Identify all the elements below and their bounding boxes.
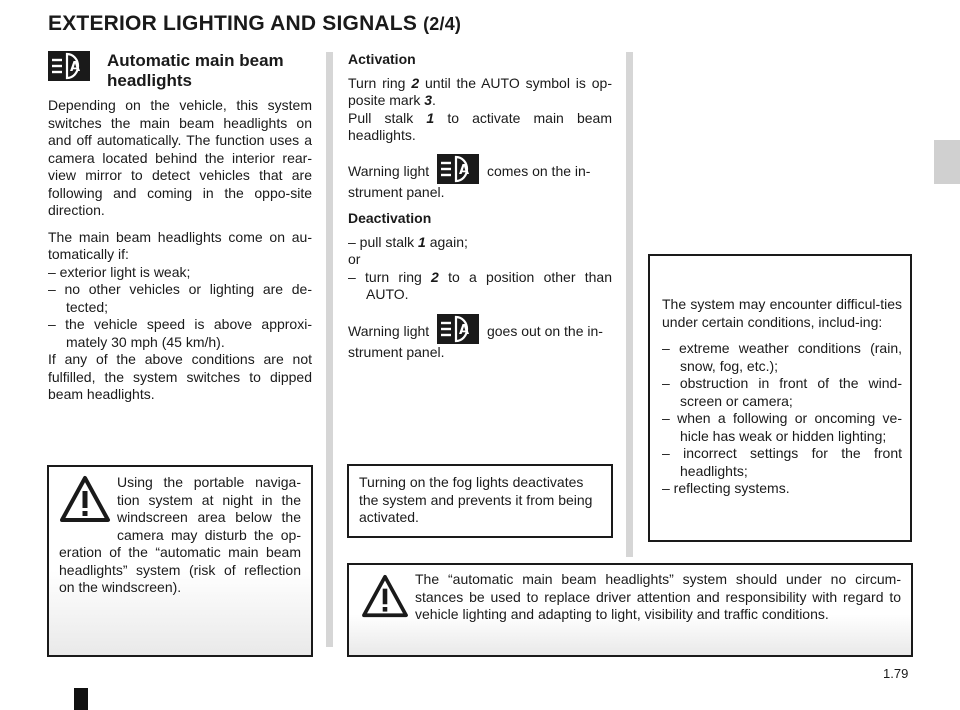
navigation-warning-content: Using the portable naviga-tion system at night in the windscreen area below the camera may disturb the op-eration of the “automatic main beam headlights” system (risk of reflection on the windscreen).	[59, 474, 301, 595]
fog-lights-note-box	[347, 464, 613, 538]
text-run: – turn ring	[348, 268, 432, 285]
conditions-note-item: – incorrect settings for the front headlights;	[662, 445, 902, 479]
text-run: until the AUTO symbol is op-posite mark	[348, 74, 613, 108]
text-run: – pull stalk	[348, 233, 419, 250]
conditions-intro: The main beam headlights come on au-tomatically if:	[48, 228, 312, 262]
conditions-note-item: – extreme weather conditions (rain, snow, fog, etc.);	[662, 340, 902, 374]
svg-text:A: A	[459, 322, 470, 338]
conditions-note	[662, 296, 902, 498]
warning-light-on	[348, 154, 612, 202]
text-run: comes on the in-strument panel.	[348, 162, 591, 200]
auto-main-beam-icon	[437, 314, 479, 344]
ring-number: 2	[411, 74, 420, 91]
section-title-line2: headlights	[107, 71, 193, 90]
text-run: again;	[425, 233, 468, 250]
auto-main-beam-icon	[48, 51, 90, 86]
stalk-number: 1	[426, 109, 435, 126]
activation-step-2	[348, 110, 612, 145]
column-divider-right	[626, 52, 633, 557]
col2-body	[348, 51, 612, 370]
text-run: to a position other than AUTO.	[366, 268, 612, 302]
title-part: (2/4)	[423, 14, 462, 34]
page-number: 1.79	[883, 666, 909, 681]
fallback-paragraph: If any of the above conditions are not fulfilled, the system switches to dipped beam headlights.	[48, 351, 312, 402]
conditions-note-item: – reflecting systems.	[662, 480, 790, 496]
conditions-note-item: – obstruction in front of the wind-screen or camera;	[662, 375, 902, 409]
svg-text:A: A	[69, 60, 81, 75]
mark-number: 3	[424, 92, 433, 108]
text-run: Warning light	[348, 162, 430, 179]
driver-responsibility-warning-box	[347, 563, 913, 657]
svg-text:A: A	[459, 162, 470, 178]
deactivation-item	[348, 269, 612, 304]
navigation-warning-text	[59, 474, 301, 597]
warning-light-off	[348, 314, 612, 362]
condition-item: – exterior light is weak;	[48, 263, 191, 280]
condition-item: – the vehicle speed is above approxi-mately 30 mph (45 km/h).	[48, 316, 312, 350]
text-run: Pull stalk	[348, 109, 427, 126]
text-run: .	[432, 92, 436, 108]
column-divider-left	[326, 52, 333, 647]
navigation-warning-box	[47, 465, 313, 657]
text-run: Warning light	[348, 322, 430, 339]
activation-heading: Activation	[348, 51, 416, 67]
ring-number: 2	[431, 268, 439, 285]
section-tab	[934, 140, 960, 184]
intro-paragraph: Depending on the vehicle, this system switches the main beam headlights on and off automatically. The function uses a camera located behind the interior rear-view mirror to detect vehicles that are following and coming in the oppo-site direction.	[48, 97, 312, 218]
auto-main-beam-icon	[437, 154, 479, 184]
stalk-number: 1	[418, 233, 426, 250]
text-run: Turn ring	[348, 74, 412, 91]
deactivation-or: or	[348, 251, 361, 267]
page-edge-marker	[74, 688, 88, 710]
conditions-note-box	[648, 254, 912, 542]
col1-body	[48, 97, 312, 413]
page-title	[48, 12, 461, 36]
conditions-note-item: – when a following or oncoming ve-hicle has weak or hidden lighting;	[662, 410, 902, 444]
section-title-line1: Automatic main beam	[107, 51, 284, 70]
section-title	[107, 51, 284, 91]
warning-triangle-icon	[361, 574, 409, 618]
driver-responsibility-warning: The “automatic main beam headlights” system should under no circum-stances be used to replace driver attention and responsibility with regard to vehicle lighting and adapting to light, visibility and traffic conditions.	[415, 571, 901, 622]
title-text: EXTERIOR LIGHTING AND SIGNALS	[48, 12, 418, 35]
deactivation-heading: Deactivation	[348, 210, 432, 226]
deactivation-item	[348, 234, 612, 252]
text-run: to activate main beam headlights.	[348, 109, 612, 143]
text-run: goes out on the in-strument panel.	[348, 322, 603, 360]
activation-step-1	[348, 75, 612, 110]
fog-lights-note: Turning on the fog lights deactivates the system and prevents it from being activated.	[359, 474, 593, 525]
conditions-note-intro: The system may encounter difficul-ties under certain conditions, includ-ing:	[662, 296, 902, 330]
condition-item: – no other vehicles or lighting are de-tected;	[48, 281, 312, 315]
